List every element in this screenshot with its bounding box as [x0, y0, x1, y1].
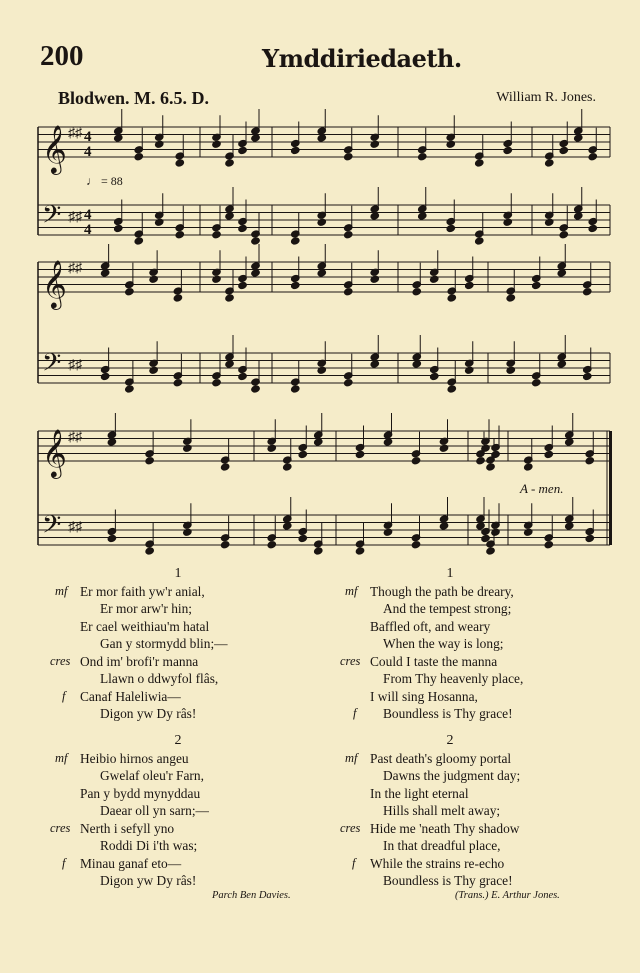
lyric-line: Dawns the judgment day;	[383, 768, 521, 783]
time-signature: 4	[84, 207, 92, 223]
note-head	[588, 153, 598, 161]
lyric-line: Er cael weithiau'm hatal	[80, 618, 210, 634]
dynamic-mark: f	[62, 855, 66, 870]
note-head	[370, 212, 380, 220]
note-head	[343, 153, 353, 161]
lyric-line: Boundless is Thy grace!	[383, 873, 513, 888]
verse-number: 2	[174, 733, 182, 748]
note-head	[183, 528, 193, 536]
welsh-verse-1	[50, 565, 280, 723]
note-head	[446, 224, 456, 232]
lyric-line: Boundless is Thy grace!	[383, 706, 513, 721]
note-head	[100, 269, 110, 277]
note-head	[544, 159, 554, 167]
note-head	[417, 153, 427, 161]
note-head	[544, 218, 554, 226]
note-head	[411, 457, 421, 465]
bass-clef: 𝄢	[42, 511, 62, 545]
dynamic-mark: f	[353, 706, 357, 720]
note-head	[145, 547, 155, 555]
amen-text: A - men.	[520, 481, 564, 496]
note-head	[317, 218, 327, 226]
note-head	[582, 288, 592, 296]
note-head	[588, 224, 598, 232]
page-number: 200	[40, 40, 84, 72]
note-head	[557, 269, 567, 277]
lyric-line: Daear oll yn sarn;—	[100, 803, 209, 818]
lyric-line: Digon yw Dy râs!	[100, 873, 197, 888]
note-head	[134, 153, 144, 161]
note-head	[544, 541, 554, 549]
lyric-line: Roddi Di i'th was;	[100, 838, 198, 853]
note-head	[503, 146, 513, 154]
note-head	[439, 444, 449, 452]
note-head	[564, 438, 574, 446]
welsh-verse-2	[50, 732, 280, 890]
lyric-line: Though the path be dreary,	[370, 583, 514, 599]
treble-clef: 𝄞	[42, 262, 67, 308]
note-head	[134, 237, 144, 245]
english-verse-1	[340, 565, 570, 723]
note-head	[175, 231, 185, 239]
dynamic-mark: mf	[345, 583, 358, 598]
note-head	[225, 159, 235, 167]
note-head	[446, 140, 456, 148]
note-head	[464, 366, 474, 374]
note-head	[212, 231, 222, 239]
dynamic-mark: mf	[345, 750, 358, 765]
note-head	[531, 379, 541, 387]
composer: William R. Jones.	[496, 90, 596, 105]
note-head	[503, 218, 513, 226]
note-head	[107, 534, 117, 542]
dynamic-mark: cres	[50, 820, 71, 835]
lyric-line: While the strains re-echo	[370, 855, 505, 871]
note-head	[251, 385, 261, 393]
note-head	[343, 379, 353, 387]
time-signature: 4	[84, 222, 92, 238]
lyric-line: Canaf Haleliwia—	[80, 688, 181, 704]
note-head	[355, 547, 365, 555]
key-signature: ♯♯	[68, 358, 82, 373]
lyric-line: Past death's gloomy portal	[370, 750, 512, 766]
dynamic-mark: mf	[55, 583, 68, 598]
note-head	[564, 522, 574, 530]
note-head	[491, 528, 501, 536]
note-head	[412, 288, 422, 296]
lyric-line: Gwelaf oleu'r Farn,	[100, 768, 204, 783]
bass-clef: 𝄢	[42, 201, 62, 235]
key-signature: ♯♯	[68, 430, 82, 445]
lyric-line: Nerth i sefyll yno	[80, 820, 175, 836]
note-head	[439, 522, 449, 530]
note-head	[251, 134, 261, 142]
note-head	[559, 231, 569, 239]
note-head	[282, 522, 292, 530]
lyric-line: Gan y stormydd blin;—	[100, 636, 228, 651]
note-head	[317, 134, 327, 142]
lyric-line: Llawn o ddwyfol flâs,	[100, 671, 219, 686]
note-head	[212, 140, 222, 148]
lyric-line: Digon yw Dy râs!	[100, 706, 197, 721]
note-head	[383, 438, 393, 446]
note-head	[355, 450, 365, 458]
note-head	[559, 146, 569, 154]
note-head	[411, 541, 421, 549]
tempo-marking: ♩ = 88	[86, 174, 123, 188]
note-head	[154, 140, 164, 148]
note-head	[238, 224, 248, 232]
note-head	[476, 457, 486, 465]
section-title: Ymddiriedaeth.	[262, 44, 462, 73]
tune-name: Blodwen. M. 6.5. D.	[58, 88, 210, 108]
note-head	[585, 534, 595, 542]
note-head	[506, 366, 516, 374]
note-head	[523, 528, 533, 536]
note-head	[183, 444, 193, 452]
bass-clef: 𝄢	[42, 349, 62, 383]
note-head	[464, 281, 474, 289]
dynamic-mark: mf	[55, 750, 68, 765]
lyric-line: Hide me 'neath Thy shadow	[370, 820, 520, 836]
treble-clef: 𝄞	[42, 431, 67, 477]
note-head	[585, 457, 595, 465]
welsh-author-credit: Parch Ben Davies.	[212, 890, 291, 901]
note-head	[251, 269, 261, 277]
lyric-line: Hills shall melt away;	[383, 803, 501, 818]
dynamic-mark: cres	[50, 653, 71, 668]
time-signature: 4	[84, 129, 92, 145]
verse-number: 2	[446, 733, 454, 748]
note-head	[225, 294, 235, 302]
note-head	[343, 231, 353, 239]
note-head	[317, 366, 327, 374]
note-head	[173, 379, 183, 387]
final-bar	[609, 431, 612, 545]
note-head	[290, 146, 300, 154]
note-head	[370, 275, 380, 283]
verse-number: 1	[174, 566, 182, 581]
note-head	[225, 212, 235, 220]
note-head	[343, 288, 353, 296]
dynamic-mark: f	[62, 688, 66, 703]
note-head	[383, 528, 393, 536]
note-head	[125, 385, 135, 393]
lyric-line: Pan y bydd mynyddau	[80, 785, 201, 801]
key-signature: ♯♯	[68, 210, 82, 225]
note-head	[491, 450, 501, 458]
lyric-line: Ond im' brofi'r manna	[80, 653, 199, 669]
note-head	[149, 275, 159, 283]
note-head	[212, 379, 222, 387]
note-head	[154, 218, 164, 226]
note-head	[220, 541, 230, 549]
note-head	[238, 146, 248, 154]
note-head	[573, 212, 583, 220]
lyric-line: I will sing Hosanna,	[370, 688, 478, 704]
note-head	[582, 372, 592, 380]
note-head	[282, 463, 292, 471]
dynamic-mark: cres	[340, 820, 361, 835]
lyric-line: Er mor faith yw'r anial,	[80, 583, 205, 599]
note-head	[474, 237, 484, 245]
note-head	[474, 159, 484, 167]
lyric-line: Could I taste the manna	[370, 653, 498, 669]
note-head	[267, 444, 277, 452]
lyric-line: From Thy heavenly place,	[383, 671, 524, 686]
note-head	[267, 541, 277, 549]
note-head	[113, 134, 123, 142]
note-head	[238, 281, 248, 289]
note-head	[370, 140, 380, 148]
note-head	[313, 438, 323, 446]
note-head	[149, 366, 159, 374]
note-head	[506, 294, 516, 302]
time-signature: 4	[84, 144, 92, 160]
note-head	[125, 288, 135, 296]
lyric-line: Baffled oft, and weary	[370, 618, 491, 634]
note-head	[557, 360, 567, 368]
note-head	[238, 372, 248, 380]
note-head	[531, 281, 541, 289]
lyric-line: When the way is long;	[383, 636, 504, 651]
note-head	[486, 463, 496, 471]
note-head	[370, 360, 380, 368]
note-head	[113, 224, 123, 232]
dynamic-mark: cres	[340, 653, 361, 668]
note-head	[298, 450, 308, 458]
note-head	[313, 547, 323, 555]
note-head	[251, 237, 261, 245]
lyric-line: In that dreadful place,	[383, 838, 501, 853]
note-head	[212, 275, 222, 283]
note-head	[523, 463, 533, 471]
verse-number: 1	[446, 566, 454, 581]
note-head	[107, 438, 117, 446]
note-head	[481, 444, 491, 452]
note-head	[317, 269, 327, 277]
english-verse-2	[340, 732, 570, 890]
note-head	[100, 372, 110, 380]
note-head	[447, 385, 457, 393]
note-head	[298, 534, 308, 542]
dynamic-mark: f	[352, 855, 356, 870]
lyric-line: Minau ganaf eto—	[80, 855, 182, 871]
note-head	[220, 463, 230, 471]
note-head	[486, 547, 496, 555]
lyric-line: Heibio hirnos angeu	[80, 750, 189, 766]
treble-clef: 𝄞	[42, 127, 67, 173]
note-head	[544, 450, 554, 458]
note-head	[290, 281, 300, 289]
english-translator-credit: (Trans.) E. Arthur Jones.	[455, 890, 560, 901]
note-head	[173, 294, 183, 302]
note-head	[175, 159, 185, 167]
note-head	[573, 134, 583, 142]
note-head	[447, 294, 457, 302]
lyric-line: And the tempest strong;	[383, 601, 512, 616]
note-head	[429, 275, 439, 283]
lyric-line: In the light eternal	[370, 785, 469, 801]
key-signature: ♯♯	[68, 261, 82, 276]
note-head	[145, 457, 155, 465]
note-head	[290, 237, 300, 245]
key-signature: ♯♯	[68, 520, 82, 535]
note-head	[225, 360, 235, 368]
key-signature: ♯♯	[68, 126, 82, 141]
note-head	[290, 385, 300, 393]
note-head	[429, 372, 439, 380]
note-head	[412, 360, 422, 368]
lyric-line: Er mor arw'r hin;	[100, 601, 193, 616]
note-head	[417, 212, 427, 220]
